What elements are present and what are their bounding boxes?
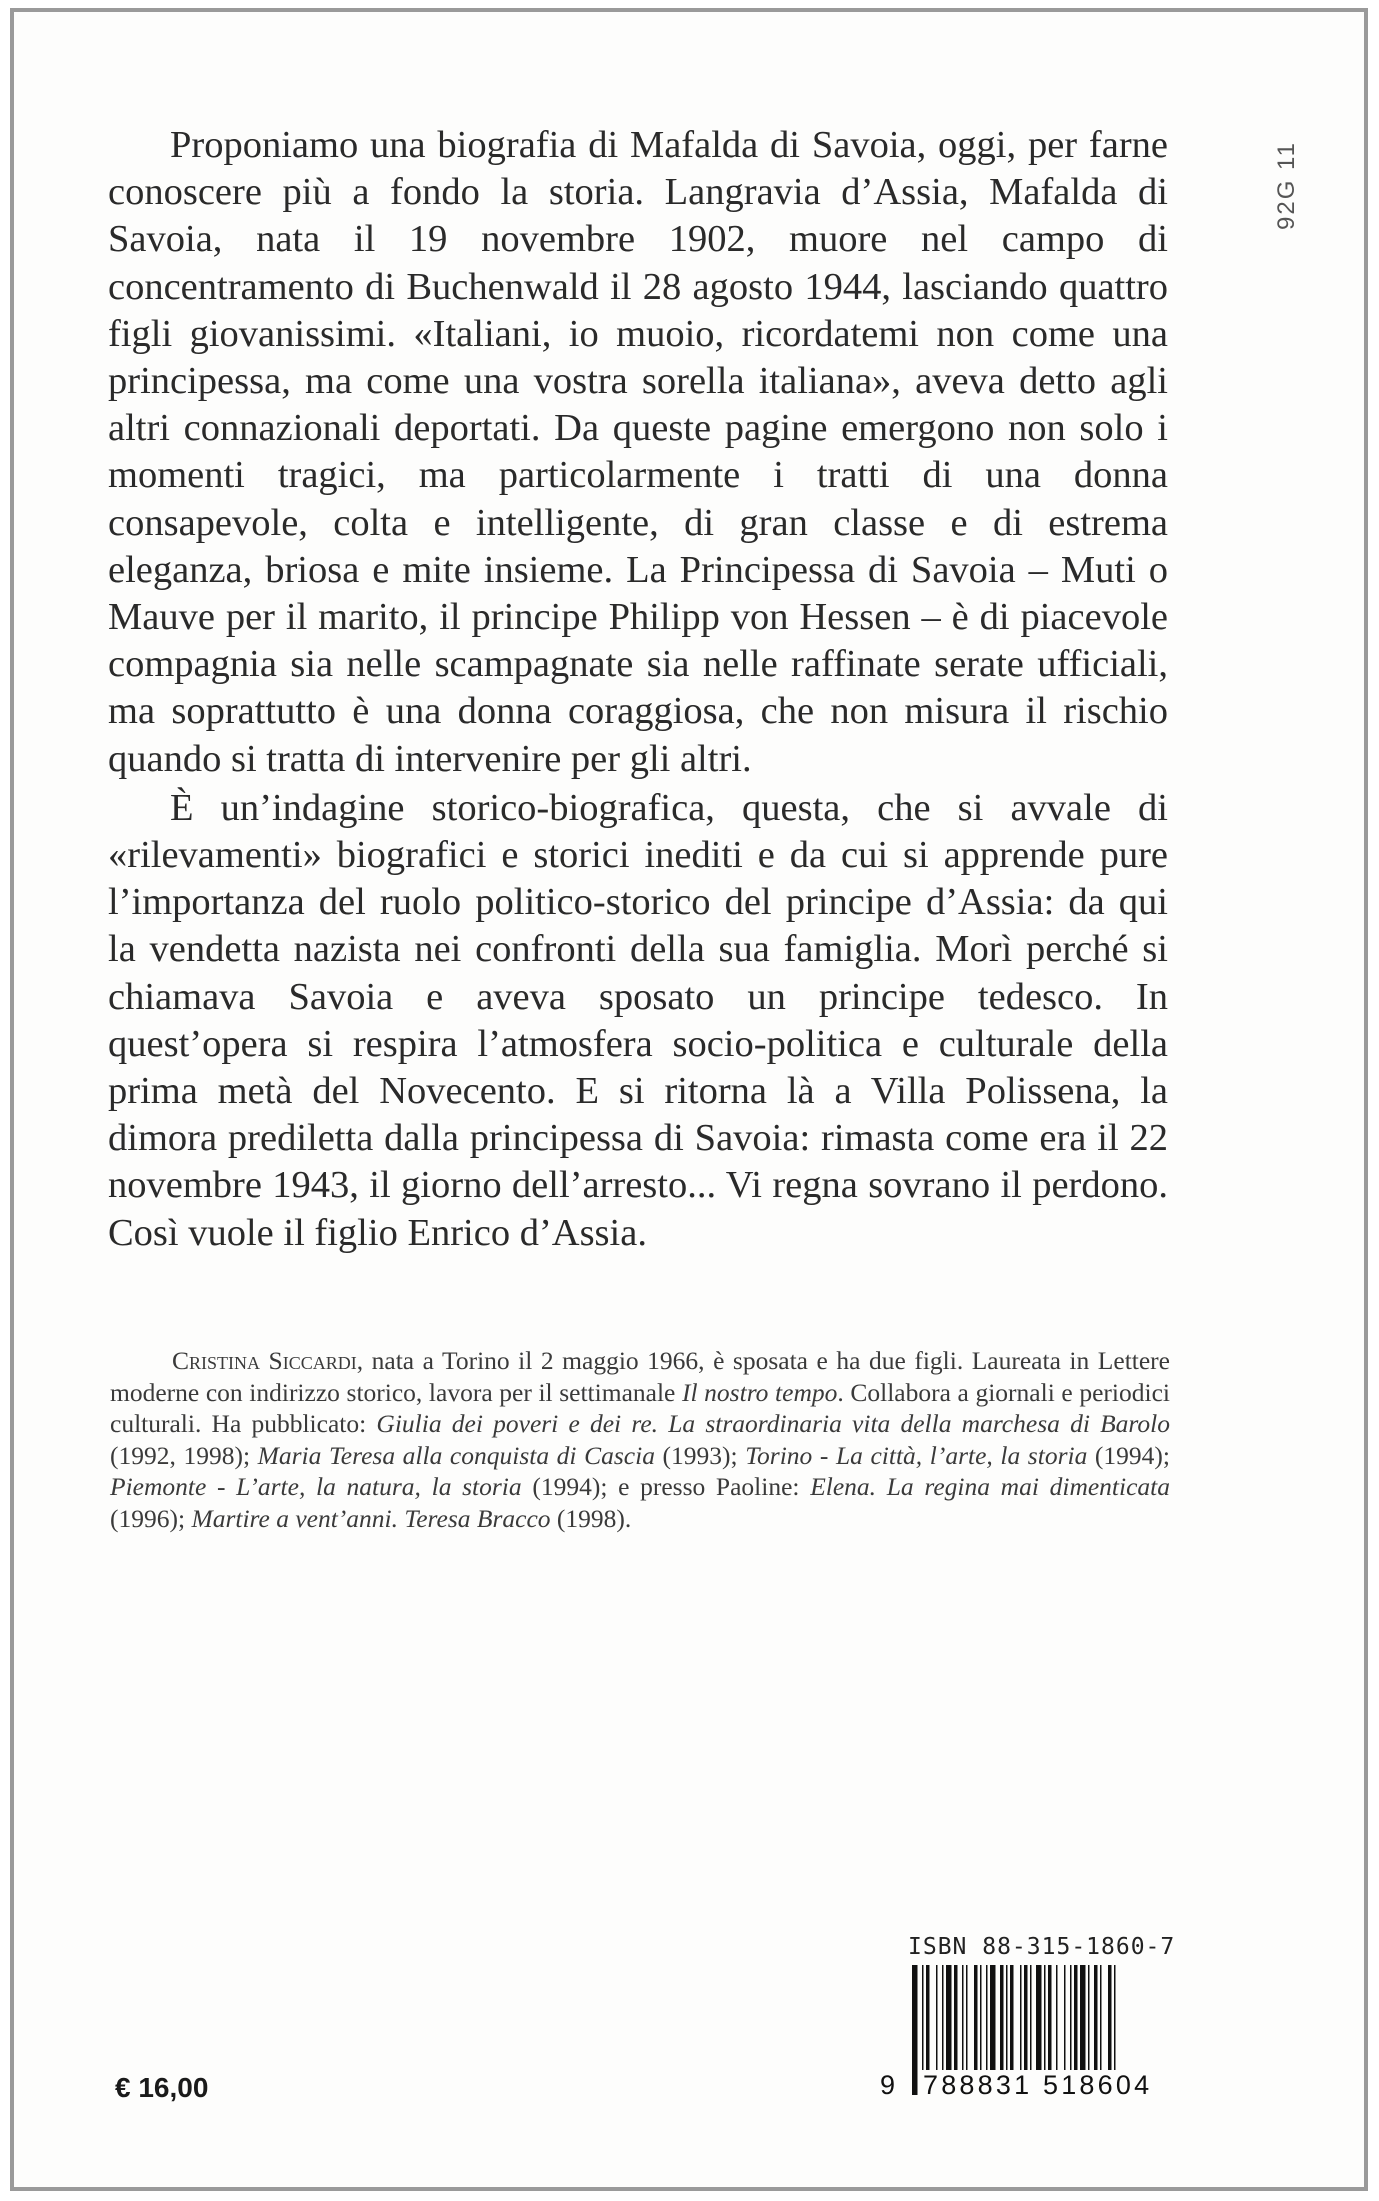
ean-first-digit: 9 bbox=[880, 2070, 896, 2100]
ean-digits: 788831 518604 bbox=[920, 2070, 1155, 2101]
catalog-code: 92G 11 bbox=[1273, 141, 1300, 230]
price: € 16,00 bbox=[115, 2072, 209, 2103]
bio-title: Elena. La regina mai dimenticata bbox=[810, 1472, 1170, 1502]
bio-text: (1996); bbox=[110, 1503, 192, 1533]
bio-text: (1994); e presso Paoline: bbox=[521, 1472, 811, 1502]
bio-title: Giulia dei poveri e dei re. La straordinaria vita della marchesa di Barolo bbox=[376, 1409, 1170, 1439]
isbn-label: ISBN 88-315-1860-7 bbox=[908, 1934, 1176, 1960]
bio-title: Torino - La città, l’arte, la storia bbox=[745, 1440, 1088, 1470]
author-name: Cristina Siccardi bbox=[172, 1346, 357, 1375]
bio-title: Martire a vent’anni. Teresa Bracco bbox=[191, 1503, 551, 1533]
bio-text: (1998). bbox=[550, 1503, 632, 1533]
blurb-paragraph-1: Proponiamo una biografia di Mafalda di Savoia, oggi, per farne conoscere più a fondo la storia. Langravia d’Assia, Mafalda di Savoia, nata il 19 novembre 1902, muore nel campo di concentramento di Buchenwald il 28 agosto 1944, lasciando quattro figli giovanissimi. «Italiani, io muoio, ricordatemi non come una principessa, ma come una vostra sorella italiana», aveva detto agli altri connazionali deportati. Da queste pagine emergono non solo i momenti tragici, ma particolarmente i tratti di una donna consapevole, colta e intelligente, di gran classe e di estrema eleganza, briosa e mite insieme. La Principessa di Savoia – Muti o Mauve per il marito, il principe Philipp von Hessen – è di piacevole compagnia sia nelle scampagnate sia nelle raffinate serate ufficiali, ma soprattutto è una donna coraggiosa, che non misura il rischio quando si tratta di intervenire per gli altri. bbox=[108, 124, 1168, 780]
author-bio-paragraph bbox=[110, 1345, 1170, 1535]
bio-title: Il nostro tempo bbox=[681, 1377, 838, 1407]
bio-text: (1992, 1998); bbox=[110, 1440, 258, 1470]
barcode-bar bbox=[912, 1965, 918, 2095]
blurb-text bbox=[108, 122, 1168, 1257]
bio-text: . Collabora a giornali e periodici culturali. Ha pubblicato: bbox=[110, 1377, 1170, 1439]
author-bio bbox=[110, 1345, 1170, 1535]
blurb-paragraph-2: È un’indagine storico-biografica, questa, che si avvale di «rilevamenti» biografici e storici inediti e da cui si apprende pure l’importanza del ruolo politico-storico del principe d’Assia: da qui la vendetta nazista nei confronti della sua famiglia. Morì perché si chiamava Savoia e aveva sposato un principe tedesco. In quest’opera si respira l’atmosfera socio-politica e culturale della prima metà del Novecento. E si ritorna là a Villa Polissena, la dimora prediletta dalla principessa di Savoia: rimasta come era il 22 novembre 1943, il giorno dell’arresto... Vi regna sovrano il perdono. Così vuole il figlio Enrico d’Assia. bbox=[108, 786, 1168, 1254]
bio-text: (1994); bbox=[1087, 1440, 1170, 1470]
bio-title: Piemonte - L’arte, la natura, la storia bbox=[110, 1472, 522, 1502]
bio-text: (1993); bbox=[654, 1440, 746, 1470]
bio-title: Maria Teresa alla conquista di Cascia bbox=[257, 1440, 655, 1470]
bio-text: , nata a Torino il 2 maggio 1966, è sposata e ha due figli. Laureata in Lettere moderne con indirizzo storico, lavora per il settimanale bbox=[110, 1346, 1170, 1407]
